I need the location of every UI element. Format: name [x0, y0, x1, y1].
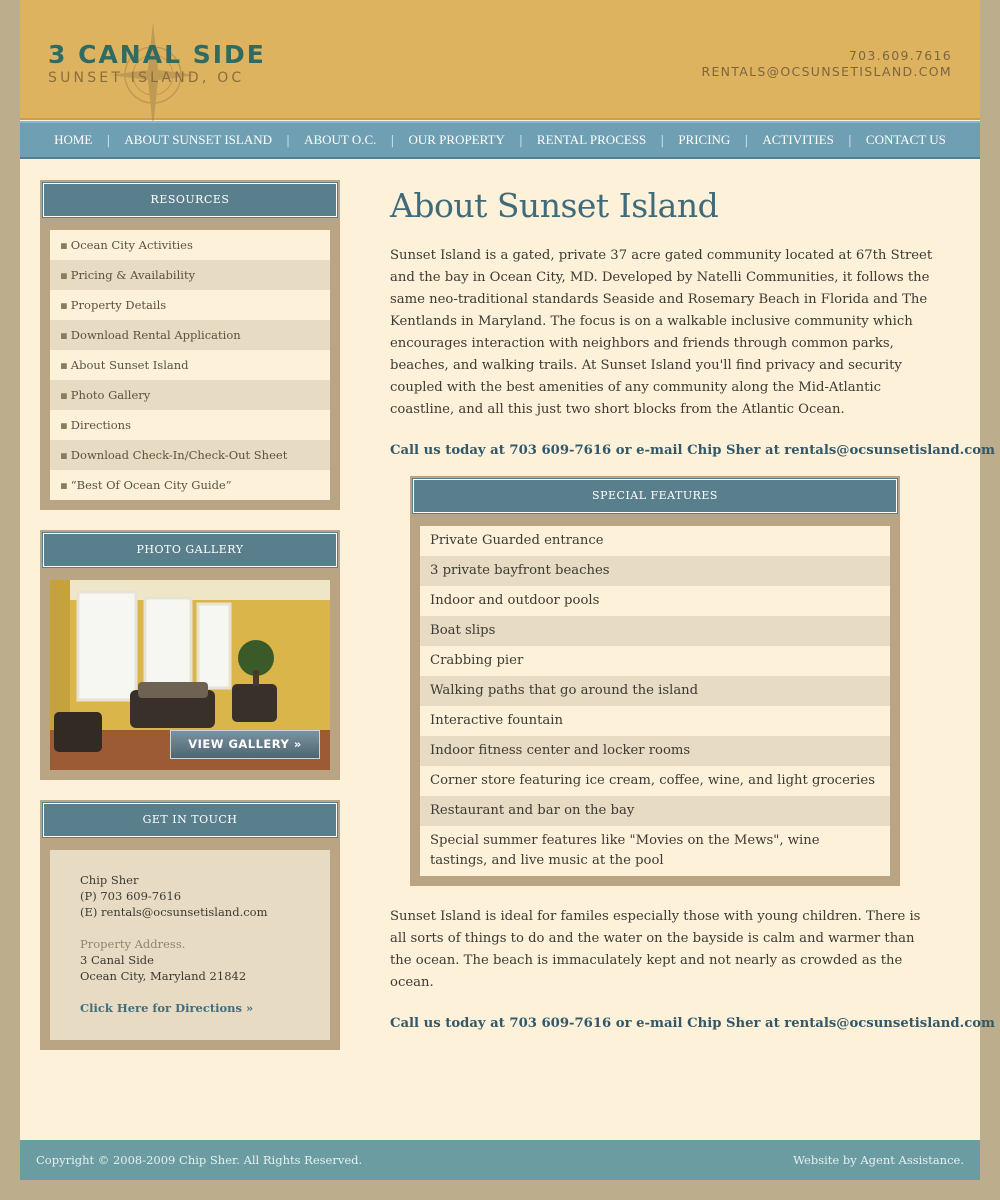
photo-gallery-widget: [40, 530, 340, 780]
resource-label: Directions: [70, 418, 131, 432]
intro-paragraph: Sunset Island is a gated, private 37 acre gated community located at 67th Street and the bay in Ocean City, MD. Developed by Natelli Communities, it follows the same neo-traditional standards Seaside and Rosemary Beach in Florida and The Kentlands in Maryland. The focus is on a walkable inclusive community which encourages interaction with neighbors and friends through common parks, beaches, and walking trails. At Sunset Island you'll find privacy and security coupled with the best amenities of any community along the Mid-Atlantic coastline, and all this just two short blocks from the Atlantic Ocean.: [390, 248, 933, 417]
get-in-touch-title: GET IN TOUCH: [40, 800, 340, 840]
header: [20, 0, 980, 120]
gallery-photo[interactable]: [50, 580, 330, 770]
features-list: [420, 526, 890, 876]
resource-item-ocean-city-activities[interactable]: [50, 230, 330, 260]
header-contact: [701, 48, 952, 80]
resources-list: [50, 230, 330, 500]
nav-separator: |: [518, 133, 523, 147]
resource-label: Ocean City Activities: [70, 238, 193, 252]
header-phone: 703.609.7616: [848, 48, 952, 63]
feature-item: Boat slips: [420, 616, 890, 646]
photo-gallery-title: PHOTO GALLERY: [40, 530, 340, 570]
feature-item: Special summer features like "Movies on the Mews", wine tastings, and live music at the pool: [420, 826, 890, 876]
resource-label: About Sunset Island: [70, 358, 189, 372]
nav-about-sunset-island[interactable]: ABOUT SUNSET ISLAND: [124, 132, 273, 147]
resource-item-directions[interactable]: [50, 410, 330, 440]
bullet-icon: ▪: [60, 448, 68, 462]
directions-link[interactable]: Click Here for Directions »: [80, 1001, 254, 1015]
feature-item: Walking paths that go around the island: [420, 676, 890, 706]
bullet-icon: ▪: [60, 328, 68, 342]
spacer: [80, 920, 300, 936]
logo-title: 3 CANAL SIDE: [48, 40, 266, 69]
bullet-icon: ▪: [60, 418, 68, 432]
resource-item-about-sunset-island[interactable]: [50, 350, 330, 380]
logo-subtitle: SUNSET ISLAND, OC: [48, 70, 245, 86]
resource-item-photo-gallery[interactable]: [50, 380, 330, 410]
bullet-icon: ▪: [60, 388, 68, 402]
bullet-icon: ▪: [60, 298, 68, 312]
special-features-title: SPECIAL FEATURES: [410, 476, 900, 516]
call-to-action[interactable]: Call us today at 703 609-7616 or e-mail Chip Sher at rentals@ocsunsetisland.com: [390, 443, 995, 458]
nav-separator: |: [286, 133, 291, 147]
resource-item-check-in-sheet[interactable]: [50, 440, 330, 470]
contact-details: [50, 850, 330, 1040]
feature-item: Indoor and outdoor pools: [420, 586, 890, 616]
nav-home[interactable]: HOME: [54, 132, 93, 147]
footer: [20, 1140, 980, 1180]
bullet-icon: ▪: [60, 238, 68, 252]
nav-rental-process[interactable]: RENTAL PROCESS: [536, 132, 647, 147]
view-gallery-button[interactable]: VIEW GALLERY »: [170, 730, 320, 759]
resource-item-property-details[interactable]: [50, 290, 330, 320]
contact-email[interactable]: (E) rentals@ocsunsetisland.com: [80, 905, 268, 919]
contact-phone: (P) 703 609-7616: [80, 889, 182, 903]
resource-label: Property Details: [70, 298, 167, 312]
bullet-icon: ▪: [60, 478, 68, 492]
resource-label: Download Rental Application: [70, 328, 241, 342]
page-title: About Sunset Island: [390, 186, 719, 225]
feature-item: Restaurant and bar on the bay: [420, 796, 890, 826]
feature-item: Interactive fountain: [420, 706, 890, 736]
address-line-2: Ocean City, Maryland 21842: [80, 969, 247, 983]
special-features-box: [410, 476, 900, 886]
resource-label: Download Check-In/Check-Out Sheet: [70, 448, 288, 462]
nav-about-oc[interactable]: ABOUT O.C.: [304, 132, 377, 147]
copyright-text: Copyright © 2008-2009 Chip Sher. All Rights Reserved.: [36, 1153, 363, 1167]
site-logo[interactable]: [48, 20, 278, 110]
address-line-1: 3 Canal Side: [80, 953, 154, 967]
main-content: [390, 180, 995, 1031]
nav-our-property[interactable]: OUR PROPERTY: [408, 132, 505, 147]
resource-item-best-of-guide[interactable]: [50, 470, 330, 500]
nav-separator: |: [106, 133, 111, 147]
nav-separator: |: [660, 133, 665, 147]
resource-label: “Best Of Ocean City Guide”: [70, 478, 232, 492]
page: [20, 0, 995, 1180]
nav-separator: |: [390, 133, 395, 147]
nav-separator: |: [847, 133, 852, 147]
resource-label: Pricing & Availability: [70, 268, 196, 282]
feature-item: Corner store featuring ice cream, coffee, wine, and light groceries: [420, 766, 890, 796]
feature-item: Private Guarded entrance: [420, 526, 890, 556]
contact-name: Chip Sher: [80, 873, 139, 887]
nav-activities[interactable]: ACTIVITIES: [762, 132, 834, 147]
resources-widget: [40, 180, 340, 510]
resource-item-rental-application[interactable]: [50, 320, 330, 350]
resource-item-pricing[interactable]: [50, 260, 330, 290]
nav-contact-us[interactable]: CONTACT US: [865, 132, 946, 147]
feature-item: 3 private bayfront beaches: [420, 556, 890, 586]
address-label: Property Address.: [80, 937, 186, 951]
bullet-icon: ▪: [60, 358, 68, 372]
feature-item: Indoor fitness center and locker rooms: [420, 736, 890, 766]
nav-separator: |: [744, 133, 749, 147]
header-email[interactable]: RENTALS@OCSUNSETISLAND.COM: [701, 64, 952, 79]
bullet-icon: ▪: [60, 268, 68, 282]
resource-label: Photo Gallery: [70, 388, 151, 402]
families-paragraph: Sunset Island is ideal for familes especially those with young children. There is all sorts of things to do and the water on the bayside is calm and warmer than the ocean. The beach is immaculately kept and not nearly as crowded as the ocean.: [390, 909, 921, 990]
main-nav: [20, 121, 980, 159]
feature-item: Crabbing pier: [420, 646, 890, 676]
site-credit-link[interactable]: Website by Agent Assistance.: [793, 1153, 964, 1167]
nav-pricing[interactable]: PRICING: [678, 132, 731, 147]
resources-title: RESOURCES: [40, 180, 340, 220]
get-in-touch-widget: [40, 800, 340, 1050]
call-to-action-bottom[interactable]: Call us today at 703 609-7616 or e-mail Chip Sher at rentals@ocsunsetisland.com: [390, 1016, 995, 1031]
